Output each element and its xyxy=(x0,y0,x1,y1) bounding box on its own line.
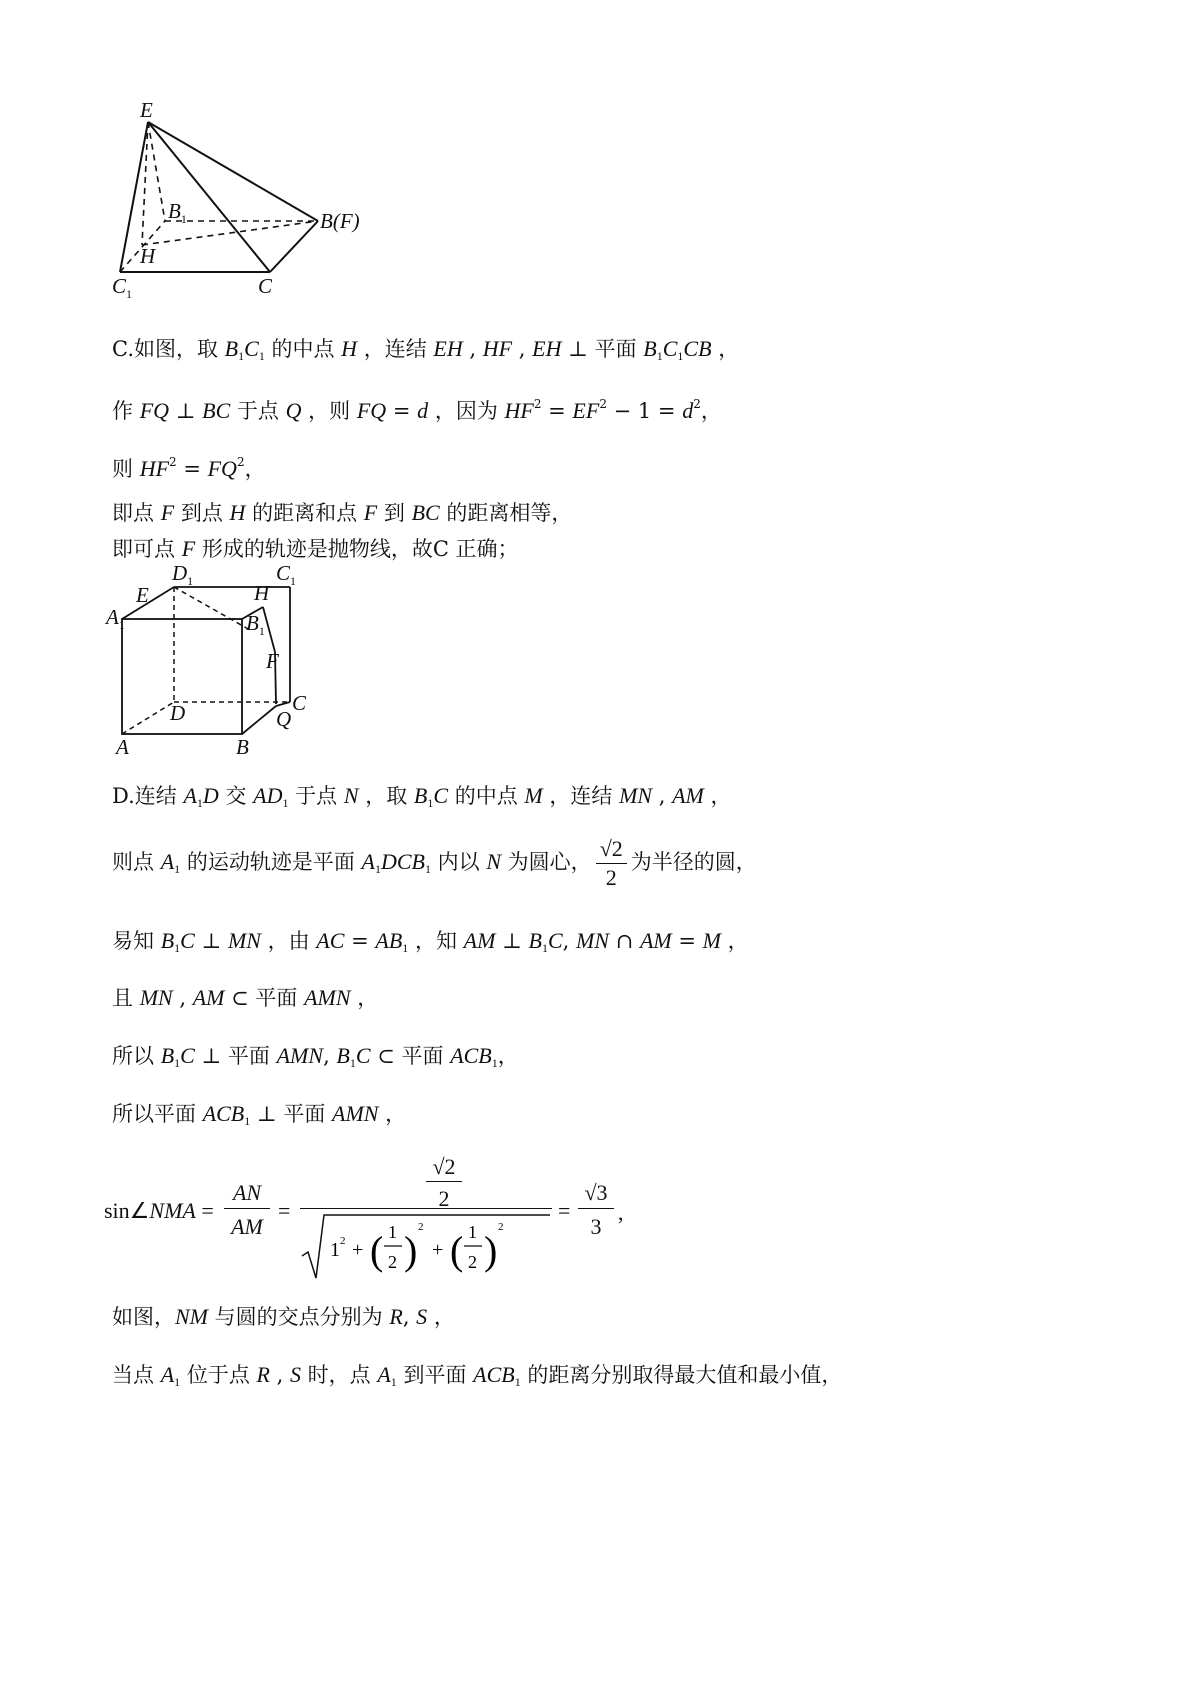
line-c-equal: 则 $HF^2 = FQ^2$， xyxy=(112,455,266,481)
label-C1: $C_1$ xyxy=(276,562,297,588)
line-d-intersect: 如图，NM 与圆的交点分别为 R, S ， xyxy=(112,1304,455,1329)
svg-text:): ) xyxy=(484,1228,498,1273)
line-c-intro: C.如图，取 $B_1C_1$ 的中点 H ，连结 EH , HF , EH ⊥ 平面 $B_1C_1CB$ ， xyxy=(112,336,740,363)
radius-fraction: $\frac{√2}{2}$ xyxy=(596,838,627,889)
label-B1: $B_1$ xyxy=(168,199,187,226)
cube-figure xyxy=(100,562,320,762)
svg-text:+: + xyxy=(432,1239,444,1261)
svg-text:1: 1 xyxy=(330,1239,340,1261)
svg-text:2: 2 xyxy=(468,1252,477,1272)
svg-text:(: ( xyxy=(370,1228,384,1273)
line-c-conclusion: 即可点 F 形成的轨迹是抛物线，故C 正确； xyxy=(112,536,519,561)
svg-text:2: 2 xyxy=(498,1221,504,1233)
pyramid-figure xyxy=(100,95,380,310)
line-d-intro: D.连结 $A_1D$ 交 $AD_1$ 于点 N ，取 $B_1C$ 的中点 M ，连结 MN , AM ， xyxy=(112,783,732,810)
label-F: F xyxy=(266,649,279,673)
label-A1: $A_1$ xyxy=(106,605,125,632)
line-d-extremum: 当点 $A_1$ 位于点 R , S 时，点 $A_1$ 到平面 $ACB_1$ 的距离分别取得最大值和最小值， xyxy=(112,1362,843,1389)
svg-text:1: 1 xyxy=(388,1222,397,1242)
line-d-so1: 所以 $B_1C$ ⊥ 平面 AMN, $B_1C$ ⊂ 平面 $ACB_1$， xyxy=(112,1043,519,1070)
sin-formula: sin∠NMA = AN AM = √2 2 1 2 + ( 1 2 ) 2 + ( 1 2 ) 2 = √3 3 , xyxy=(104,1148,544,1283)
label-Q: Q xyxy=(276,707,292,731)
svg-text:1: 1 xyxy=(468,1222,477,1242)
label-D: D xyxy=(170,701,186,725)
label-B: B xyxy=(236,735,249,759)
label-B1: $B_1$ xyxy=(246,611,265,638)
label-A: A xyxy=(116,735,129,759)
svg-text:+: + xyxy=(352,1239,364,1261)
label-BF: B(F) xyxy=(320,209,360,233)
label-C: C xyxy=(292,691,307,715)
svg-text:): ) xyxy=(404,1228,418,1273)
line-c-fq: 作 FQ ⊥ BC 于点 Q ，则 FQ = d ，因为 $HF^2 = EF^2 - 1 = d^2$， xyxy=(112,397,722,423)
line-d-perp: 易知 $B_1C$ ⊥ MN ，由 AC = $AB_1$ ，知 AM ⊥ $B_1C$, MN ∩ AM = M ， xyxy=(112,928,749,955)
label-H: H xyxy=(140,244,156,268)
label-D1: $D_1$ xyxy=(172,562,194,588)
line-d-subset: 且 MN , AM ⊂ 平面 AMN ， xyxy=(112,985,379,1010)
label-H: H xyxy=(254,581,270,605)
label-C1: $C_1$ xyxy=(112,274,133,301)
svg-text:2: 2 xyxy=(340,1235,346,1247)
label-E: E xyxy=(136,583,149,607)
label-C: C xyxy=(258,274,273,298)
line-d-circle: 则点 $A_1$ 的运动轨迹是平面 $A_1DCB_1$ 内以 N 为圆心， $\frac{√2}{2}$ 为半径的圆， xyxy=(112,836,757,890)
svg-text:(: ( xyxy=(450,1228,464,1273)
svg-text:2: 2 xyxy=(388,1252,397,1272)
line-d-so2: 所以平面 $ACB_1$ ⊥ 平面 AMN ， xyxy=(112,1101,407,1128)
label-E: E xyxy=(140,98,153,122)
svg-text:2: 2 xyxy=(418,1221,424,1233)
line-c-distance: 即点 F 到点 H 的距离和点 F 到 BC 的距离相等， xyxy=(112,500,573,525)
